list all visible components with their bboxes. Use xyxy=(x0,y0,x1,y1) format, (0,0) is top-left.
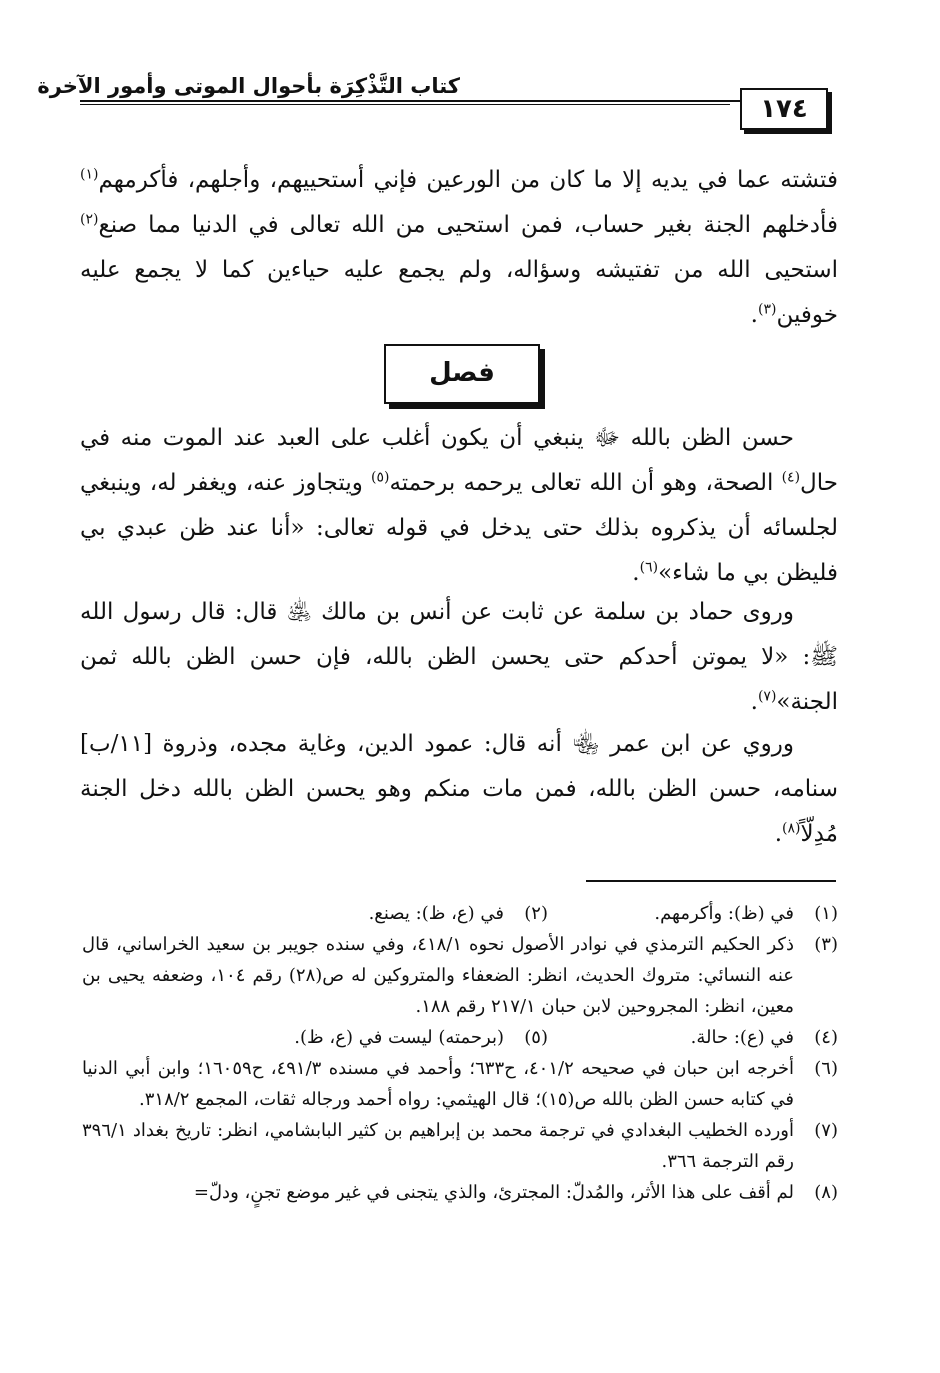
paragraph-2-text-b: الصحة، وهو أن الله تعالى يرحمه برحمته xyxy=(389,470,782,496)
section-title-box xyxy=(384,344,540,404)
footnote-marker-2[interactable]: (٢) xyxy=(80,211,99,228)
footnote-marker-3[interactable]: (٣) xyxy=(757,301,777,318)
footnote-number: (٤) xyxy=(814,1027,838,1048)
footnote-number: (٧) xyxy=(814,1120,838,1141)
footnote-6 xyxy=(82,1053,838,1115)
footnote-text: في (ع، ظ): يصنع. xyxy=(368,903,504,924)
paragraph-1-end: . xyxy=(750,302,758,328)
paragraph-2 xyxy=(80,416,838,596)
page-header xyxy=(37,62,840,132)
footnote-number: (٢) xyxy=(524,903,548,924)
footnote-number: (١) xyxy=(814,903,838,924)
footnote-number: (٨) xyxy=(814,1182,838,1203)
footnote-text: في (ظ): وأكرمهم. xyxy=(654,903,794,924)
footnote-text: (برحمته) ليست في (ع، ظ). xyxy=(294,1027,504,1048)
footnote-2 xyxy=(258,898,548,929)
footnote-row-4-5 xyxy=(82,1022,838,1053)
paragraph-2-end: . xyxy=(632,560,640,586)
paragraph-3-end: . xyxy=(750,689,758,715)
paragraph-1-text-c: استحيى الله من تفتيشه وسؤاله، ولم يجمع عليه حياءين كما لا يجمع عليه خوفين xyxy=(80,257,838,328)
footnote-3 xyxy=(82,929,838,1022)
footnote-marker-1[interactable]: (١) xyxy=(80,166,99,183)
paragraph-1 xyxy=(80,158,838,338)
footnotes xyxy=(82,898,838,1208)
paragraph-4 xyxy=(80,722,838,857)
footnote-5 xyxy=(258,1022,548,1053)
footnote-1 xyxy=(548,898,838,929)
footnote-marker-5[interactable]: (٥) xyxy=(370,469,390,486)
footnote-marker-4[interactable]: (٤) xyxy=(781,469,801,486)
footnote-row-1-2 xyxy=(82,898,838,929)
footnote-text: في (ع): حالة. xyxy=(690,1027,794,1048)
footnote-text: ذكر الحكيم الترمذي في نوادر الأصول نحوه ٤١٨/١، وفي سنده جويبر بن سعيد الخراساني، قال عنه النسائي: متروك الحديث، انظر: الضعفاء والمتروكين له ص(٢٨) رقم ١٠٤، وضعفه يحيى بن معين، انظر: المجروحين لابن حبان ٢١٧/١ رقم ١٨٨. xyxy=(82,934,795,1017)
footnote-marker-7[interactable]: (٧) xyxy=(757,688,777,705)
footnote-marker-8[interactable]: (٨) xyxy=(782,820,801,837)
footnote-7 xyxy=(82,1115,838,1177)
footnote-text: أورده الخطيب البغدادي في ترجمة محمد بن إبراهيم بن كثير البابشامي، انظر: تاريخ بغداد ٣٩٦/١ رقم الترجمة ٣٦٦. xyxy=(82,1120,794,1172)
footnote-number: (٥) xyxy=(524,1027,548,1048)
paragraph-4-text: وروي عن ابن عمر ﵄ أنه قال: عمود الدين، وغاية مجده، وذروة [١١/ب] سنامه، حسن الظن بالله، فمن مات منكم وهو يحسن الظن بالله دخل الجنة مُدِلّاً xyxy=(80,731,838,847)
footnote-text: لم أقف على هذا الأثر، والمُدلّ: المجترئ، والذي يتجنى في غير موضع تجنٍ، ودلّ= xyxy=(193,1182,794,1203)
footnote-separator xyxy=(586,880,836,882)
paragraph-3-text: وروى حماد بن سلمة عن ثابت عن أنس بن مالك ﵁ قال: قال رسول الله ﷺ: «لا يموتن أحدكم حتى يحسن الظن بالله، فإن حسن الظن بالله ثمن الجنة» xyxy=(80,599,838,715)
paragraph-1-text-a: فتشته عما في يديه إلا ما كان من الورعين فإني أستحييهم، وأجلهم، فأكرمهم xyxy=(98,167,838,193)
footnote-marker-6[interactable]: (٦) xyxy=(639,559,659,576)
header-rule-thin xyxy=(80,104,730,105)
section-title: فصل xyxy=(429,358,495,388)
footnote-4 xyxy=(548,1022,838,1053)
page-number: ١٧٤ xyxy=(740,88,828,130)
paragraph-2-text-a: حسن الظن بالله ﷻ ينبغي أن يكون أغلب على العبد عند الموت منه في حال xyxy=(80,425,838,496)
footnote-text: أخرجه ابن حبان في صحيحه ٤٠١/٢، ح٦٣٣؛ وأحمد في مسنده ٤٩١/٣، ح١٦٠٥٩؛ وابن أبي الدنيا في كتابه حسن الظن بالله ص(١٥)؛ قال الهيثمي: رواه أحمد ورجاله ثقات، المجمع ٣١٨/٢. xyxy=(82,1058,794,1110)
running-head-title: كتاب التَّذْكِرَة بأحوال الموتى وأمور الآخرة xyxy=(37,74,460,98)
paragraph-4-end: . xyxy=(774,821,783,847)
paragraph-2-text-c: ويتجاوز عنه، ويغفر له، وينبغي لجلسائه أن يذكروه بذلك حتى يدخل في قوله تعالى: «أنا عند ظن عبدي بي فليظن بي ما شاء» xyxy=(80,470,838,586)
paragraph-3 xyxy=(80,590,838,725)
footnote-number: (٦) xyxy=(814,1058,838,1079)
footnote-number: (٣) xyxy=(814,934,838,955)
header-rule xyxy=(80,100,770,102)
paragraph-1-text-b: فأدخلهم الجنة بغير حساب، فمن استحيى من الله تعالى في الدنيا مما صنع xyxy=(98,212,838,238)
footnote-8 xyxy=(82,1177,838,1208)
